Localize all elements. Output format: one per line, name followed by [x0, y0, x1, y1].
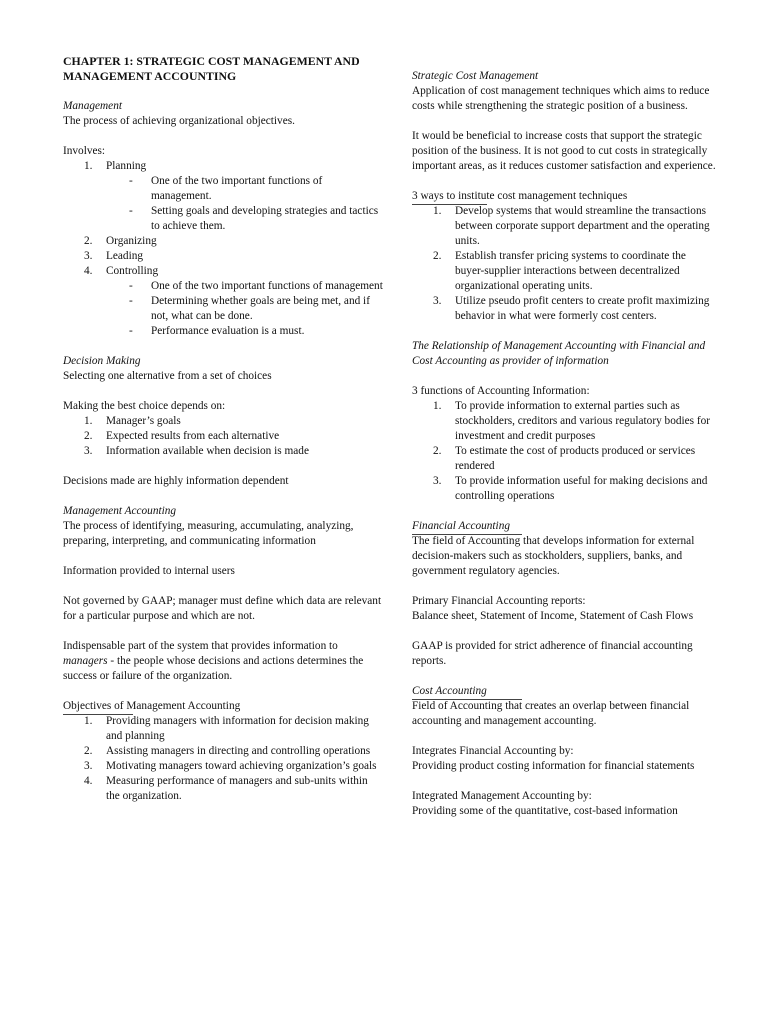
decision-definition: Selecting one alternative from a set of choices — [63, 370, 272, 382]
list-item: 2. Organizing — [84, 235, 157, 247]
financial-accounting-heading: Financial Accounting — [412, 520, 510, 532]
strategic-cost-management-heading: Strategic Cost Management — [412, 70, 539, 82]
list-item: 4. Measuring performance of managers and sub-units within the organization. — [84, 775, 368, 802]
objectives-list — [63, 714, 383, 804]
management-accounting-heading: Management Accounting — [63, 505, 177, 517]
list-item: - One of the two important functions of management. — [129, 175, 323, 202]
list-item: 2. To estimate the cost of products produced or services rendered — [433, 445, 696, 472]
management-heading: Management — [63, 100, 122, 112]
reports-list: Balance sheet, Statement of Income, Statement of Cash Flows — [412, 610, 694, 622]
list-item: - Setting goals and developing strategies and tactics to achieve them. — [129, 205, 379, 232]
list-item: 3. Utilize pseudo profit centers to create profit maximizing behavior in what were formerly cost centers. — [433, 295, 710, 322]
list-item: 1. Providing managers with information for decision making and planning — [84, 715, 369, 742]
controlling-sub-list — [63, 279, 383, 339]
list-item: 3. To provide information useful for making decisions and controlling operations — [433, 475, 708, 502]
financial-gaap-note: GAAP is provided for strict adherence of financial accounting reports. — [412, 640, 693, 667]
integrates-label: Integrates Financial Accounting by: — [412, 745, 574, 757]
list-item: 2. Establish transfer pricing systems to coordinate the buyer-supplier interactions between decentralized organizational operating units. — [433, 250, 686, 292]
left-column — [63, 54, 383, 804]
integrated-text: Providing some of the quantitative, cost-based information — [412, 805, 678, 817]
financial-accounting-definition: The field of Accounting that develops information for external decision-makers such as stockholders, suppliers, banks, and government regulatory agencies. — [412, 535, 695, 577]
functions-list — [412, 399, 717, 504]
management-accounting-definition: The process of identifying, measuring, accumulating, analyzing, preparing, interpreting, and communicating information — [63, 520, 354, 547]
list-item: 1. To provide information to external parties such as stockholders, creditors and various regulatory bodies for investment and credit purposes — [433, 400, 711, 442]
list-item: 3. Motivating managers toward achieving organization’s goals — [84, 760, 377, 772]
functions-label: 3 functions of Accounting Information: — [412, 385, 590, 397]
scm-definition: Application of cost management techniques which aims to reduce costs while strengthening the strategic position of a business. — [412, 85, 710, 112]
management-definition: The process of achieving organizational objectives. — [63, 115, 295, 127]
list-item: 4. Controlling — [84, 265, 159, 277]
list-item: 3. Leading — [84, 250, 144, 262]
right-column — [412, 69, 717, 819]
management-steps-list — [63, 159, 383, 174]
best-choice-label: Making the best choice depends on: — [63, 400, 226, 412]
relationship-heading: The Relationship of Management Accounting with Financial and Cost Accounting as provider of information — [412, 340, 706, 367]
list-item: 3. Information available when decision is made — [84, 445, 309, 457]
planning-sub-list — [63, 174, 383, 234]
list-item: 2. Expected results from each alternative — [84, 430, 280, 442]
list-item: 1. Planning — [84, 160, 147, 172]
list-item: - Performance evaluation is a must. — [129, 325, 305, 337]
gaap-note: Not governed by GAAP; manager must define which data are relevant for a particular purpose and which are not. — [63, 595, 382, 622]
list-item: - Determining whether goals are being met, and if not, what can be done. — [129, 295, 370, 322]
integrated-label: Integrated Management Accounting by: — [412, 790, 592, 802]
list-item: 2. Assisting managers in directing and controlling operations — [84, 745, 371, 757]
decision-note: Decisions made are highly information dependent — [63, 475, 289, 487]
chapter-title: CHAPTER 1: STRATEGIC COST MANAGEMENT AND MANAGEMENT ACCOUNTING — [63, 54, 360, 83]
reports-label: Primary Financial Accounting reports: — [412, 595, 586, 607]
ways-label: 3 ways to institute cost management techniques — [412, 190, 628, 202]
management-steps-list-cont — [63, 234, 383, 279]
objectives-label: Objectives of Management Accounting — [63, 700, 241, 712]
indispensable-note: Indispensable part of the system that provides information to managers - the people whose decisions and actions determines the success or failure of the organization. — [63, 640, 364, 682]
decision-making-heading: Decision Making — [63, 355, 141, 367]
involves-label: Involves: — [63, 145, 106, 157]
scm-beneficial-note: It would be beneficial to increase costs that support the strategic position of the business. It is not good to cut costs in strategically important areas, as it reduces customer satisfaction and experience. — [412, 130, 716, 172]
list-item: 1. Manager’s goals — [84, 415, 181, 427]
decision-factors-list — [63, 414, 383, 459]
cost-accounting-definition: Field of Accounting that creates an overlap between financial accounting and management accounting. — [412, 700, 690, 727]
internal-users-note: Information provided to internal users — [63, 565, 235, 577]
ways-list — [412, 204, 717, 324]
list-item: - One of the two important functions of management — [129, 280, 383, 292]
cost-accounting-heading: Cost Accounting — [412, 685, 487, 697]
list-item: 1. Develop systems that would streamline the transactions between corporate support department and the operating units. — [433, 205, 710, 247]
integrates-text: Providing product costing information for financial statements — [412, 760, 695, 772]
